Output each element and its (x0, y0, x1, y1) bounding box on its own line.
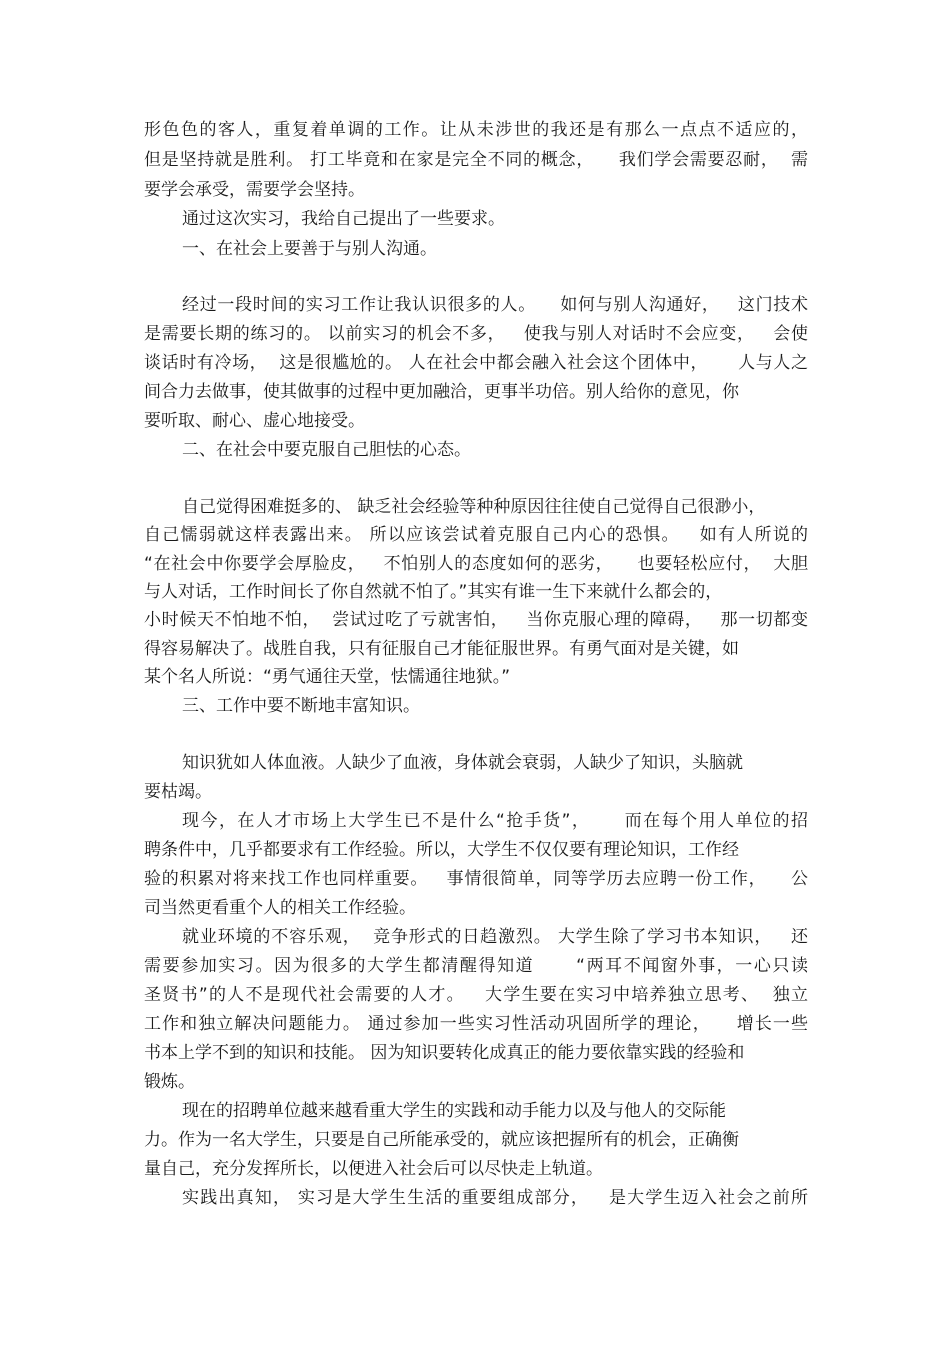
text-line: 就业环境的不容乐观， 竞争形式的日趋激烈。 大学生除了学习书本知识， 还 (182, 927, 808, 947)
text-line: 得容易解决了。战胜自我，只有征服自己才能征服世界。有勇气面对是关键，如 (144, 639, 739, 659)
text-line: 小时候天不怕地不怕， 尝试过吃了亏就害怕， 当你克服心理的障碍， 那一切都变 (144, 610, 808, 630)
text-line: 锻炼。 (144, 1072, 195, 1092)
text-line: 与人对话，工作时间长了你自然就不怕了。”其实有谁一生下来就什么都会的， (144, 582, 723, 602)
text-line: 间合力去做事，使其做事的过程中更加融洽，更事半功倍。别人给你的意见，你 (144, 382, 739, 402)
text-line: 要学会承受，需要学会坚持。 (144, 180, 365, 200)
text-line: 要听取、耐心、虚心地接受。 (144, 411, 365, 431)
text-line: 实践出真知， 实习是大学生生活的重要组成部分， 是大学生迈入社会之前所 (182, 1188, 808, 1208)
text-line: 要枯竭。 (144, 782, 212, 802)
text-line: 量自己，充分发挥所长，以便进入社会后可以尽快走上轨道。 (144, 1159, 603, 1179)
text-line: “在社会中你要学会厚脸皮， 不怕别人的态度如何的恶劣， 也要轻松应付， 大胆 (144, 554, 808, 574)
text-line: 现今，在人才市场上大学生已不是什么“抢手货”， 而在每个用人单位的招 (182, 811, 808, 831)
section-heading: 一、在社会上要善于与别人沟通。 (182, 239, 437, 259)
text-line: 知识犹如人体血液。人缺少了血液，身体就会衰弱，人缺少了知识，头脑就 (182, 753, 743, 773)
text-line: 现在的招聘单位越来越看重大学生的实践和动手能力以及与他人的交际能 (182, 1101, 726, 1121)
text-line: 但是坚持就是胜利。 打工毕竟和在家是完全不同的概念， 我们学会需要忍耐， 需 (144, 150, 808, 170)
text-line: 力。作为一名大学生，只要是自己所能承受的，就应该把握所有的机会，正确衡 (144, 1130, 739, 1150)
text-line: 形色色的客人，重复着单调的工作。让从未涉世的我还是有那么一点点不适应的， (144, 120, 808, 140)
text-line: 工作和独立解决问题能力。 通过参加一些实习性活动巩固所学的理论， 增长一些 (144, 1014, 808, 1034)
text-line: 自己懦弱就这样表露出来。 所以应该尝试着克服自己内心的恐惧。 如有人所说的 (144, 525, 808, 545)
text-line: 需要参加实习。因为很多的大学生都清醒得知道 “两耳不闻窗外事，一心只读 (144, 956, 808, 976)
text-line: 书本上学不到的知识和技能。 因为知识要转化成真正的能力要依靠实践的经验和 (144, 1043, 745, 1063)
section-heading: 三、工作中要不断地丰富知识。 (182, 696, 420, 716)
text-line: 圣贤书”的人不是现代社会需要的人才。 大学生要在实习中培养独立思考、 独立 (144, 985, 808, 1005)
text-line: 验的积累对将来找工作也同样重要。 事情很简单，同等学历去应聘一份工作， 公 (144, 869, 808, 889)
text-line: 某个名人所说：“勇气通往天堂，怯懦通往地狱。” (144, 667, 511, 687)
text-line: 是需要长期的练习的。 以前实习的机会不多， 使我与别人对话时不会应变， 会使 (144, 324, 808, 344)
text-line: 经过一段时间的实习工作让我认识很多的人。 如何与别人沟通好， 这门技术 (182, 295, 808, 315)
text-line: 聘条件中，几乎都要求有工作经验。所以，大学生不仅仅要有理论知识，工作经 (144, 840, 739, 860)
text-line: 司当然更看重个人的相关工作经验。 (144, 898, 416, 918)
text-line: 谈话时有冷场， 这是很尴尬的。 人在社会中都会融入社会这个团体中， 人与人之 (144, 353, 808, 373)
text-line: 自己觉得困难挺多的、 缺乏社会经验等种种原因往往使自己觉得自己很渺小， (182, 497, 766, 517)
text-line: 通过这次实习，我给自己提出了一些要求。 (182, 209, 505, 229)
section-heading: 二、在社会中要克服自己胆怯的心态。 (182, 440, 471, 460)
